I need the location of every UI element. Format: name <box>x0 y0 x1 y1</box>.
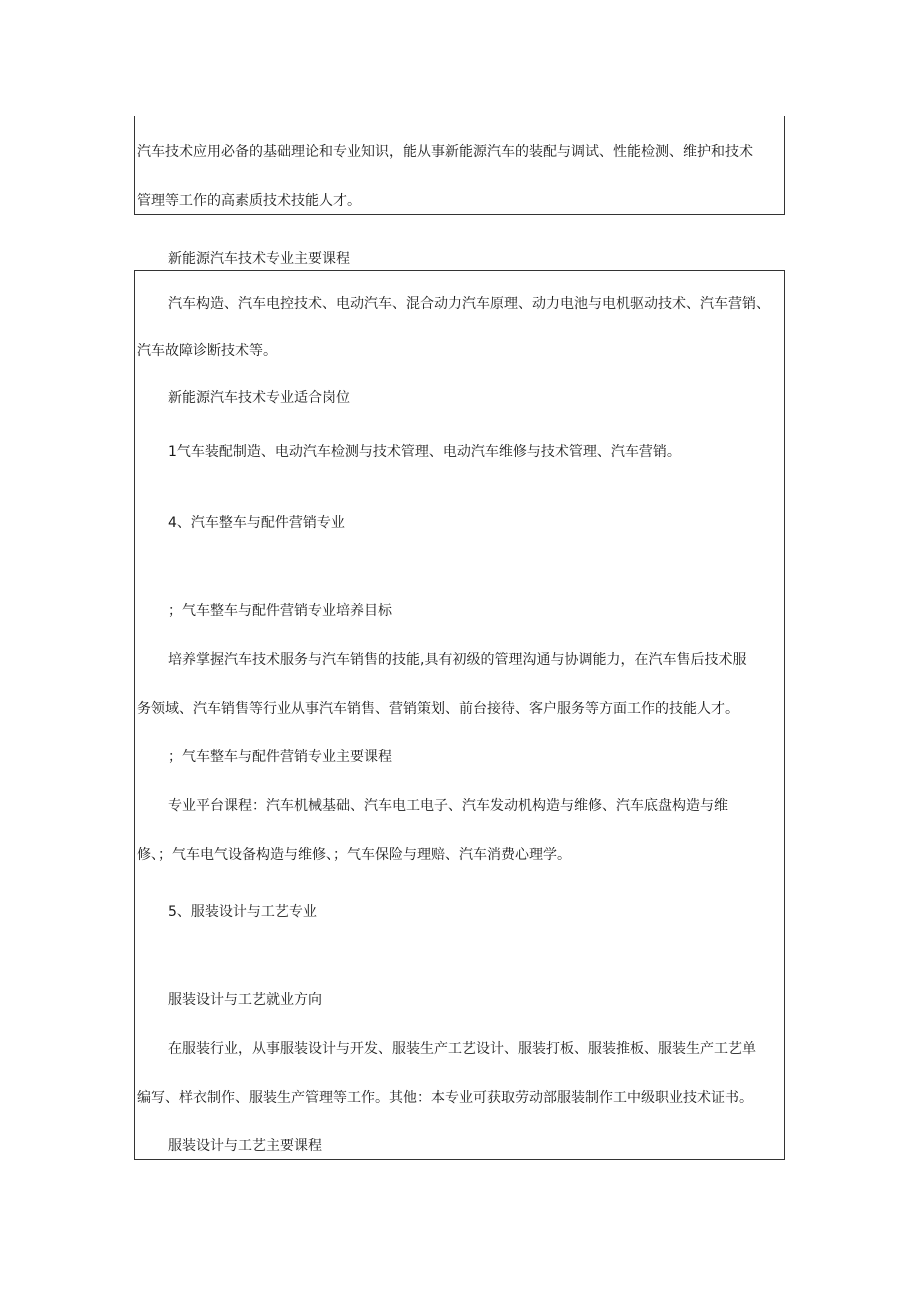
section-5-title: 5、服装设计与工艺专业 <box>168 904 317 920</box>
top-box-line-1: 汽车技术应用必备的基础理论和专业知识，能从事新能源汽车的装配与调试、性能检测、维护和技术 <box>137 144 753 160</box>
section-4-goal-line-2: 务领域、汽车销售等行业从事汽车销售、营销策划、前台接待、客户服务等方面工作的技能人才。 <box>137 701 739 717</box>
new-energy-courses-line-2: 汽车故障诊断技术等。 <box>137 343 277 359</box>
section-4-title: 4、汽车整车与配件营销专业 <box>168 515 345 531</box>
suitable-positions-heading: 新能源汽车技术专业适合岗位 <box>168 390 350 406</box>
section-4-goal-heading: ；气车整车与配件营销专业培养目标 <box>168 603 392 619</box>
section-5-career-line-2: 编写、样衣制作、服装生产管理等工作。其他：本专业可获取劳动部服装制作工中级职业技术证书。 <box>137 1090 753 1106</box>
section-5-career-line-1: 在服装行业，从事服装设计与开发、服装生产工艺设计、服装打板、服装推板、服装生产工艺单 <box>168 1041 756 1057</box>
section-4-courses-line-2: 修、；气车电气设备构造与维修、；气车保险与理赔、汽车消费心理学。 <box>137 847 571 863</box>
section-4-courses-heading: ；气车整车与配件营销专业主要课程 <box>168 749 392 765</box>
new-energy-courses-line-1: 汽车构造、汽车电控技术、电动汽车、混合动力汽车原理、动力电池与电机驱动技术、汽车营销、 <box>168 296 770 312</box>
top-box-line-2: 管理等工作的高素质技术技能人才。 <box>137 193 361 209</box>
section-5-courses-heading: 服装设计与工艺主要课程 <box>168 1138 322 1154</box>
new-energy-courses-heading: 新能源汽车技术专业主要课程 <box>168 251 350 267</box>
section-5-career-heading: 服装设计与工艺就业方向 <box>168 992 322 1008</box>
section-4-goal-line-1: 培养掌握汽车技术服务与汽车销售的技能,具有初级的管理沟通与协调能力，在汽车售后技术服 <box>168 652 747 668</box>
section-4-courses-line-1: 专业平台课程：汽车机械基础、汽车电工电子、汽车发动机构造与维修、汽车底盘构造与维 <box>168 798 728 814</box>
suitable-positions-text: 1气车装配制造、电动汽车检测与技术管理、电动汽车维修与技术管理、汽车营销。 <box>168 444 681 460</box>
